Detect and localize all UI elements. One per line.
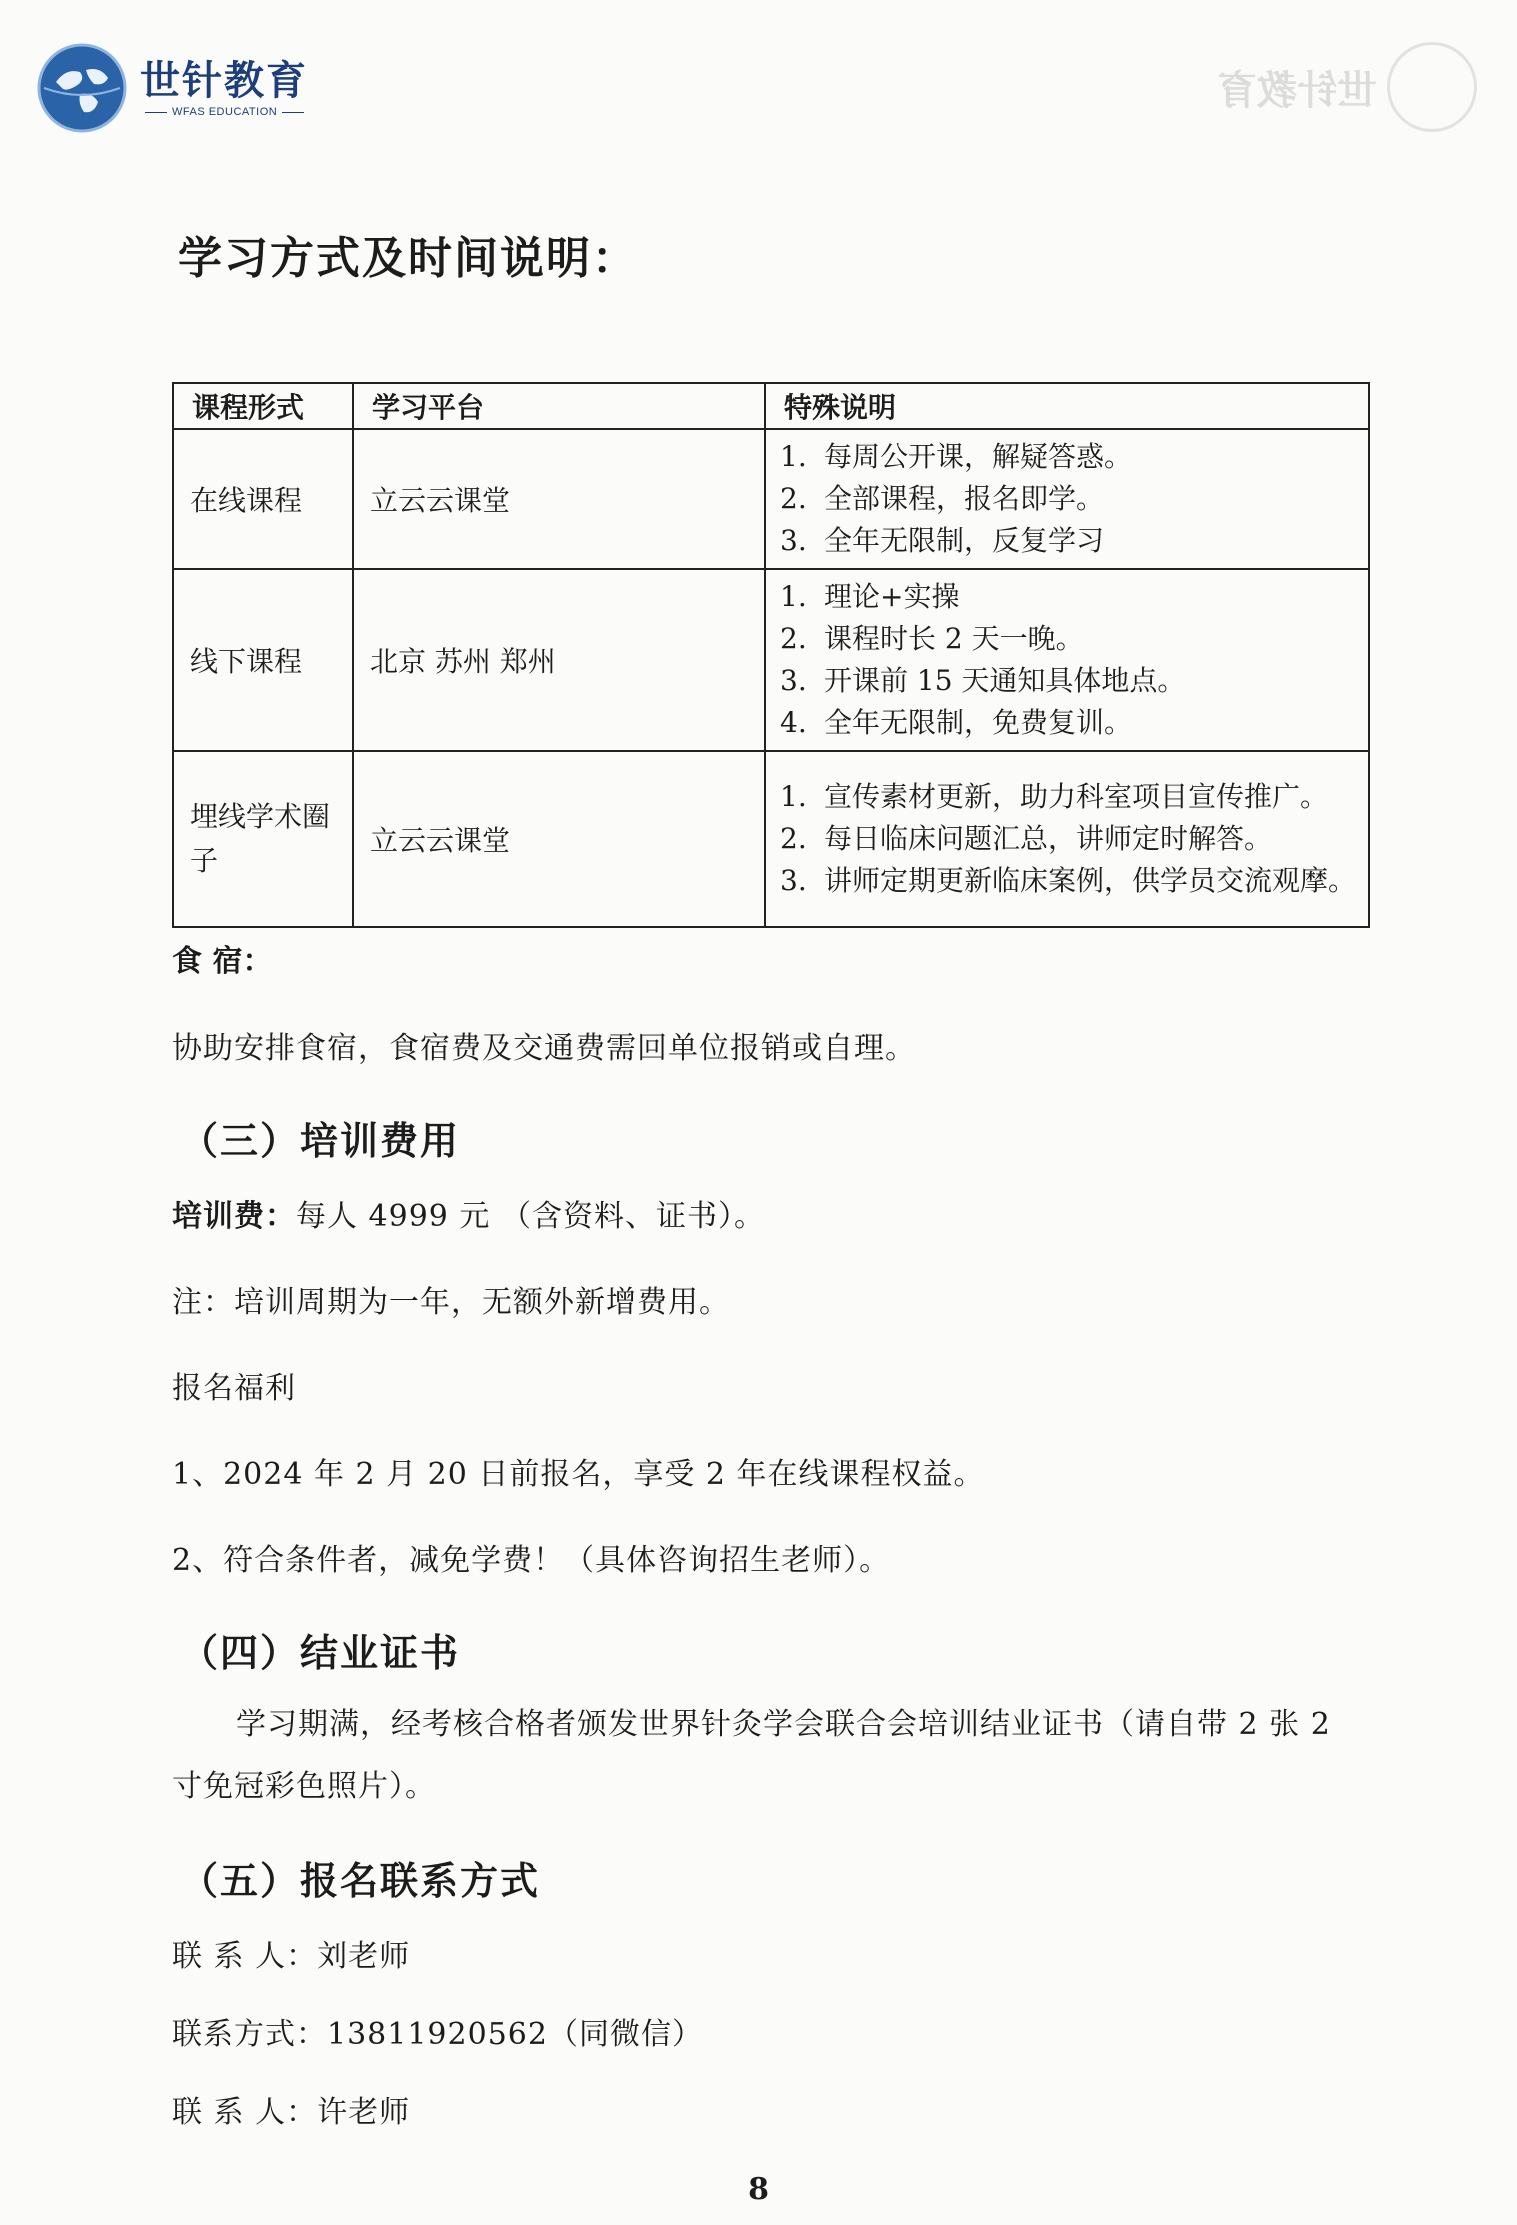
contact-person-1: 联 系 人：刘老师 [172, 1939, 411, 1974]
page-number: 8 [748, 2172, 769, 2207]
table-row [173, 751, 1369, 927]
column-header-notes: 特殊说明 [765, 383, 1369, 429]
list-item: 3. 全年无限制，反复学习 [780, 524, 1105, 557]
notes-cell [765, 751, 1369, 927]
fee-line [172, 1186, 1352, 1248]
certificate-heading: （四）结业证书 [180, 1630, 461, 1675]
contact-heading: （五）报名联系方式 [180, 1858, 541, 1903]
list-item: 4. 全年无限制，免费复训。 [780, 706, 1133, 739]
notes-cell [765, 429, 1369, 569]
table-header-row [173, 383, 1369, 429]
list-item: 3. 开课前 15 天通知具体地点。 [780, 664, 1186, 697]
platform-cell: 立云云课堂 [353, 429, 765, 569]
wfas-logo [36, 42, 309, 134]
table-row [173, 429, 1369, 569]
fee-text: 每人 4999 元 （含资料、证书）。 [296, 1199, 765, 1234]
lodging-label: 食 宿： [172, 944, 273, 979]
course-form-cell: 线下课程 [173, 569, 353, 751]
fee-label: 培训费： [172, 1199, 296, 1234]
certificate-text: 学习期满，经考核合格者颁发世界针灸学会联合会培训结业证书（请自带 2 张 2 寸免冠彩色照片）。 [172, 1707, 1331, 1804]
platform-cell: 北京 苏州 郑州 [353, 569, 765, 751]
list-item: 1. 每周公开课，解疑答惑。 [780, 440, 1133, 473]
fee-note: 注：培训周期为一年，无额外新增费用。 [172, 1285, 730, 1320]
logo-english-name: WFAS EDUCATION [140, 106, 309, 118]
course-table [172, 382, 1370, 928]
course-form-cell: 在线课程 [173, 429, 353, 569]
watermark-text: 世针教育 [1217, 67, 1377, 114]
fee-heading: （三）培训费用 [180, 1118, 461, 1163]
contact-person-2: 联 系 人：许老师 [172, 2095, 411, 2130]
globe-icon [36, 42, 128, 134]
list-item: 2. 每日临床问题汇总，讲师定时解答。 [780, 822, 1273, 855]
list-item: 3. 讲师定期更新临床案例，供学员交流观摩。 [780, 864, 1357, 897]
list-item: 2. 课程时长 2 天一晚。 [780, 622, 1084, 655]
list-item: 2. 全部课程，报名即学。 [780, 482, 1105, 515]
column-header-platform: 学习平台 [353, 383, 765, 429]
logo-chinese-name: 世针教育 [140, 58, 308, 104]
section-title: 学习方式及时间说明： [178, 233, 638, 284]
notes-cell [765, 569, 1369, 751]
benefits-title: 报名福利 [172, 1371, 296, 1406]
column-header-form: 课程形式 [173, 383, 353, 429]
list-item: 1. 宣传素材更新，助力科室项目宣传推广。 [780, 780, 1329, 813]
list-item: 1. 理论+实操 [780, 580, 960, 613]
table-row [173, 569, 1369, 751]
contact-phone: 联系方式：13811920562（同微信） [172, 2017, 703, 2052]
benefit-item: 1、2024 年 2 月 20 日前报名，享受 2 年在线课程权益。 [172, 1457, 985, 1492]
course-form-cell: 埋线学术圈子 [173, 751, 353, 927]
watermark-globe-icon [1387, 42, 1477, 132]
platform-cell: 立云云课堂 [353, 751, 765, 927]
bleed-through-watermark [1177, 42, 1477, 132]
lodging-text: 协助安排食宿，食宿费及交通费需回单位报销或自理。 [172, 1031, 916, 1066]
benefit-item: 2、符合条件者，减免学费！（具体咨询招生老师）。 [172, 1543, 891, 1578]
